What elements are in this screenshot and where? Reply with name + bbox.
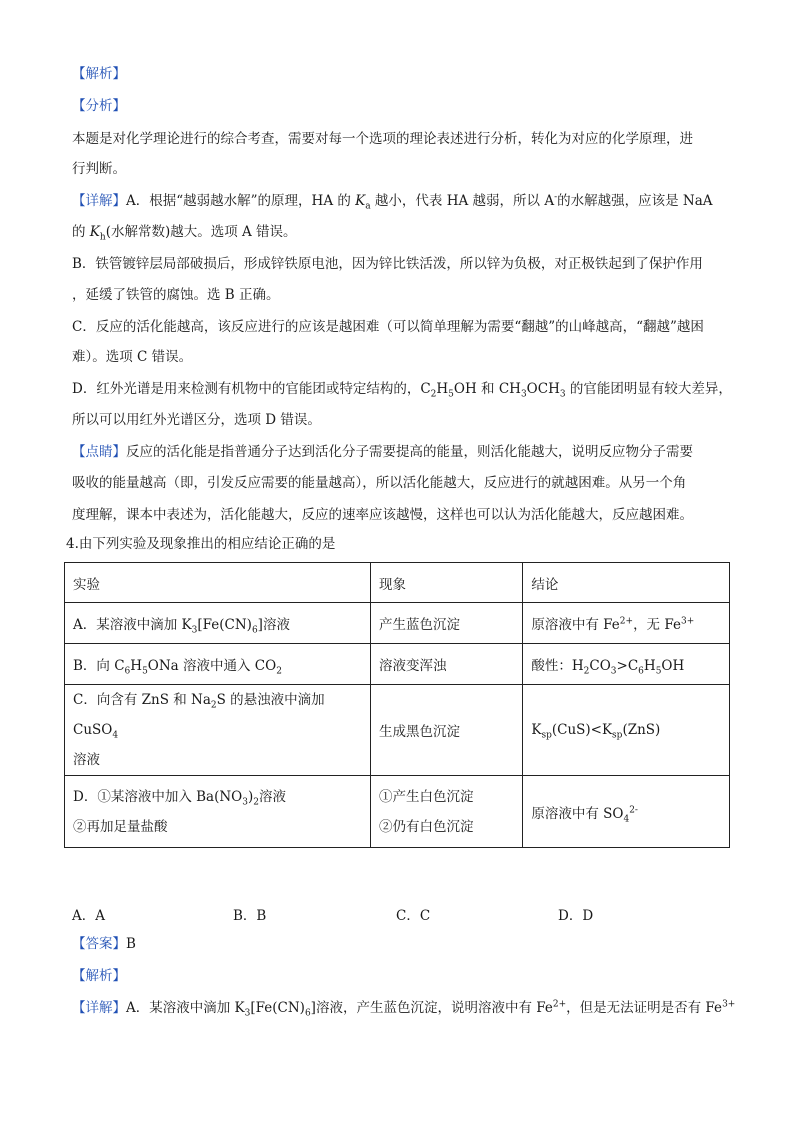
detail-tag: 【详解】 xyxy=(72,193,126,209)
fenxi-text-line-2: 行判断。 xyxy=(72,161,126,177)
dianjing-tag: 【点睛】 xyxy=(72,444,126,460)
fenxi-text-line-1: 本题是对化学理论进行的综合考查，需要对每一个选项的理论表述进行分析，转化为对应的化学原理，进 xyxy=(72,131,693,147)
detail-a-line-2: 的 $K_h$(水解常数)越大。选项 A 错误。 xyxy=(72,224,297,243)
analysis-heading: 【解析】 xyxy=(72,66,126,82)
row-d-conclusion: 原溶液中有 $SO_4^{2-}$ xyxy=(523,776,730,848)
row-c-experiment: C．向含有 ZnS 和 $Na_2S$ 的悬浊液中滴加 CuSO$_4$ 溶液 xyxy=(65,685,371,776)
row-b-experiment: B．向 $C_6H_5ONa$ 溶液中通入 $CO_2$ xyxy=(65,644,371,685)
table-row-b xyxy=(65,644,730,685)
row-d-phenomenon: ①产生白色沉淀 ②仍有白色沉淀 xyxy=(370,776,522,848)
detail2-tag: 【详解】 xyxy=(72,1000,126,1016)
detail-b-line-1: B．铁管镀锌层局部破损后，形成锌铁原电池，因为锌比铁活泼，所以锌为负极，对正极铁起到了保护作用 xyxy=(72,256,703,272)
option-c: C．C xyxy=(396,908,431,924)
row-a-conclusion: 原溶液中有 $Fe^{2+}$，无 $Fe^{3+}$ xyxy=(523,603,730,644)
row-a-experiment: A．某溶液中滴加 $K_3[Fe(CN)_6]$溶液 xyxy=(65,603,371,644)
answer-value: B xyxy=(126,936,136,952)
analysis2-heading: 【解析】 xyxy=(72,968,126,984)
table-row-c xyxy=(65,685,730,776)
detail-d-line-2: 所以可以用红外光谱区分，选项 D 错误。 xyxy=(72,412,321,428)
option-d: D．D xyxy=(558,908,594,924)
dianjing-line-3: 度理解，课本中表述为，活化能越大，反应的速率应该越慢，这样也可以认为活化能越大，反应越困难。 xyxy=(72,507,693,523)
detail-c-line-1: C．反应的活化能越高，该反应进行的应该是越困难（可以简单理解为需要“翻越”的山峰越高，“翻越”越困 xyxy=(72,319,704,335)
table-row-d xyxy=(65,776,730,848)
row-a-phenomenon: 产生蓝色沉淀 xyxy=(370,603,522,644)
answer-line xyxy=(72,934,136,954)
row-c-conclusion: $K_{sp}(CuS)<K_{sp}(ZnS)$ xyxy=(523,685,730,776)
detail2-line: 【详解】A．某溶液中滴加 $K_3[Fe(CN)_6]$溶液，产生蓝色沉淀，说明溶液中有 $Fe^{2+}$，但是无法证明是否有 $Fe^{3+}$ xyxy=(72,999,736,1019)
row-b-phenomenon: 溶液变浑浊 xyxy=(370,644,522,685)
option-b: B．B xyxy=(233,908,267,924)
fenxi-heading: 【分析】 xyxy=(72,98,126,114)
detail-b-line-2: ，延缓了铁管的腐蚀。选 B 正确。 xyxy=(72,287,280,303)
row-c-phenomenon: 生成黑色沉淀 xyxy=(370,685,522,776)
detail-c-line-2: 难）。选项 C 错误。 xyxy=(72,349,193,365)
table-header-row xyxy=(65,563,730,603)
dianjing-line-1: 【点睛】反应的活化能是指普通分子达到活化分子需要提高的能量，则活化能越大，说明反应物分子需要 xyxy=(72,444,693,460)
option-a: A．A xyxy=(72,908,105,924)
experiment-table xyxy=(64,562,730,848)
answer-tag: 【答案】 xyxy=(72,936,126,952)
detail-d-line-1: D．红外光谱是用来检测有机物中的官能团或特定结构的，$C_2H_5OH$ 和 $CH_3OCH_3$ 的官能团明显有较大差异， xyxy=(72,381,732,400)
header-phenomenon: 现象 xyxy=(370,563,522,603)
table-row-a xyxy=(65,603,730,644)
detail-a-line-1: 【详解】A．根据“越弱越水解”的原理，HA 的 $K_a$ 越小，代表 HA 越弱，所以 A-的水解越强，应该是 NaA xyxy=(72,192,713,212)
dianjing-line-2: 吸收的能量越高（即，引发反应需要的能量越高），所以活化能越大，反应进行的就越困难。从另一个角 xyxy=(72,475,687,491)
row-b-conclusion: 酸性：$H_2CO_3>C_6H_5OH$ xyxy=(523,644,730,685)
row-d-experiment: D．①某溶液中加入 $Ba(NO_3)_2$溶液 ②再加足量盐酸 xyxy=(65,776,371,848)
question-text: 4.由下列实验及现象推出的相应结论正确的是 xyxy=(66,536,336,552)
header-conclusion: 结论 xyxy=(523,563,730,603)
header-experiment: 实验 xyxy=(65,563,371,603)
